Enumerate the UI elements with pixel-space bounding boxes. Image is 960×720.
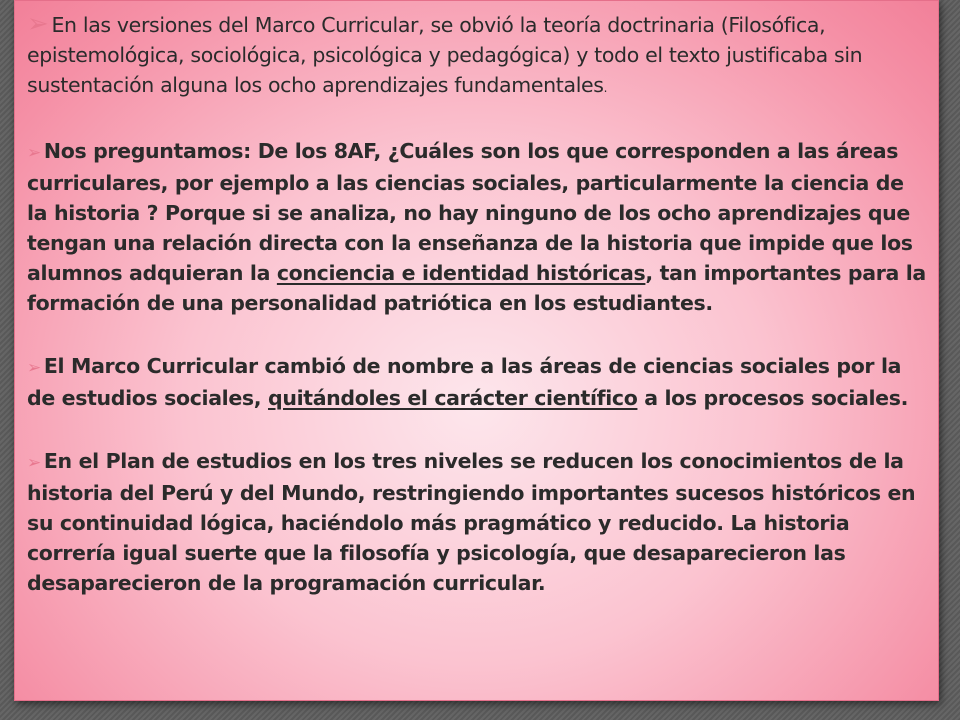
slide-panel [14,0,939,701]
arrow-bullet-icon: ➢ [27,143,41,163]
paragraph-text: Nos preguntamos: De los 8AF, ¿Cuáles son los que corresponden a las áreas curriculares, por ejemplo a las ciencias sociales, particularmente la ciencia de la historia ? Porque si se analiza, no hay ninguno de los ocho aprendizajes que tengan una relación directa con la enseñanza de la historia que impide que los alumnos adquieran la [27,139,913,285]
paragraph-preguntamos [27,136,927,318]
paragraph-text-end: , tan importantes para la formación de una personalidad patriótica en los estudiantes. [27,261,926,315]
paragraph-text: El Marco Curricular cambió de nombre a las áreas de ciencias sociales por la de estudios sociales, [27,354,902,410]
arrow-bullet-icon: ➢ [27,9,49,39]
paragraph-text: En las versiones del Marco Curricular, se obvió la teoría doctrinaria (Filosófica, epistemológica, sociológica, psicológica y pedagógica) y todo el texto justificaba sin sustentación alguna los ocho aprendizajes fundamentales [27,13,863,97]
paragraph-text-end: a los procesos sociales. [637,386,909,410]
slide-text-body [27,9,927,598]
paragraph-plan-estudios [27,446,927,598]
underlined-phrase: conciencia e identidad históricas [276,261,646,285]
underlined-phrase: quitándoles el carácter científico [268,386,638,410]
arrow-bullet-icon: ➢ [27,453,41,473]
arrow-bullet-icon: ➢ [27,358,41,378]
paragraph-text: En el Plan de estudios en los tres niveles se reducen los conocimientos de la historia del Perú y del Mundo, restringiendo importantes sucesos históricos en su continuidad lógica, haciéndolo más pragmático y reducido. La historia correría igual suerte que la filosofía y psicología, que desaparecieron las desaparecieron de la programación curricular. [27,449,916,595]
paragraph-marco-curricular [27,9,927,103]
paragraph-cambio-nombre [27,351,927,413]
paragraph-end-mark: . [603,81,608,95]
